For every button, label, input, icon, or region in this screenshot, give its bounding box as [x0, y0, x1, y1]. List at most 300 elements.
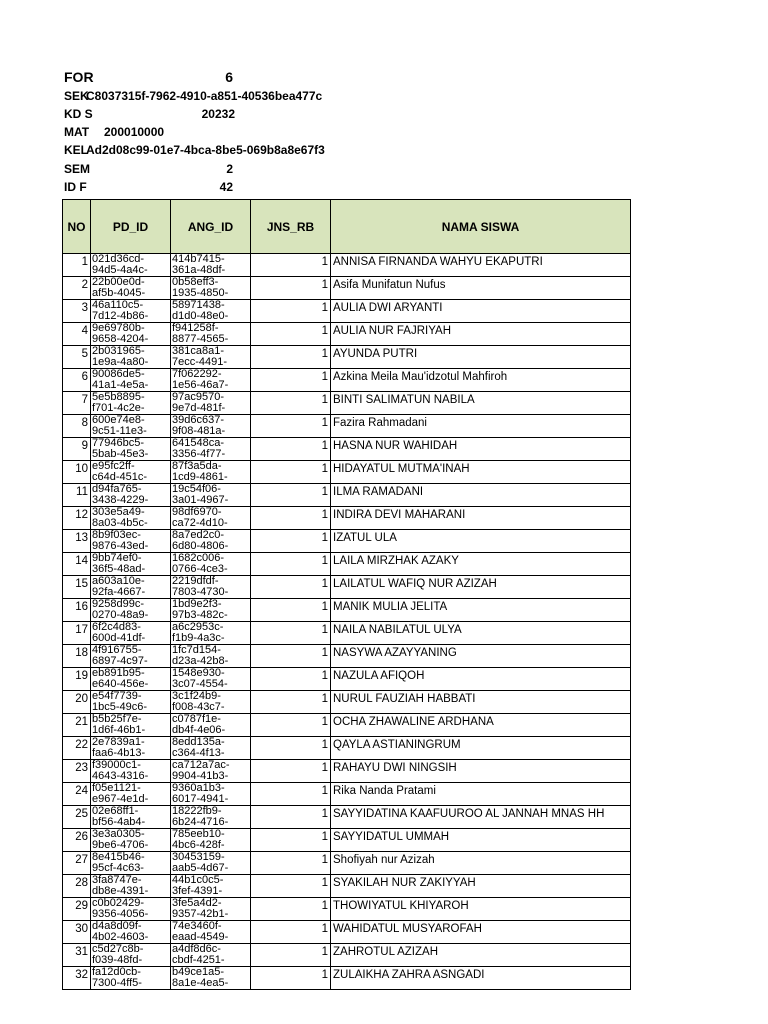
jns-rb-text: 1 [321, 302, 328, 314]
ang-id-text: db4f-4e06- [172, 724, 226, 736]
nama-siswa-text: Rika Nanda Pratami [333, 785, 436, 797]
pd-id-text: 4f916755- [92, 644, 142, 656]
pd-id-text: 9c51-11e3- [92, 425, 147, 437]
row-no [63, 346, 91, 369]
row-pd-id [91, 921, 171, 944]
jns-rb-text: 1 [321, 463, 328, 475]
table-row [63, 484, 631, 507]
ang-id-text: 381ca8a1- [172, 345, 224, 357]
row-no-text: 22 [75, 739, 88, 751]
row-jns-rb [251, 829, 331, 852]
pd-id-text: 3fa8747e- [92, 874, 142, 886]
row-no-text: 8 [81, 417, 88, 429]
ang-id-text: 8a1e-4ea5- [172, 977, 229, 989]
row-nama-siswa [331, 300, 631, 323]
row-ang-id [171, 553, 251, 576]
pd-id-text: e967-4e1d- [92, 793, 149, 805]
jns-rb-text: 1 [321, 601, 328, 613]
row-ang-id [171, 576, 251, 599]
pd-id-text: 6f2c4d83- [92, 621, 141, 633]
row-jns-rb [251, 254, 331, 277]
jns-rb-text: 1 [321, 394, 328, 406]
row-no-text: 4 [81, 325, 88, 337]
pd-id-text: faa6-4b13- [92, 747, 146, 759]
row-jns-rb [251, 852, 331, 875]
jns-rb-text: 1 [321, 670, 328, 682]
pd-id-text: 02e68ff1- [92, 805, 139, 817]
pd-id-text: bf56-4ab4- [92, 816, 146, 828]
student-table [62, 199, 631, 990]
table-row [63, 438, 631, 461]
row-jns-rb [251, 392, 331, 415]
nama-siswa-text: RAHAYU DWI NINGSIH [333, 762, 457, 774]
row-pd-id [91, 530, 171, 553]
row-nama-siswa [331, 484, 631, 507]
mat-value: 200010000 [104, 125, 165, 139]
row-nama-siswa [331, 668, 631, 691]
row-jns-rb [251, 806, 331, 829]
table-row [63, 737, 631, 760]
row-pd-id [91, 967, 171, 990]
ang-id-text: 8edd135a- [172, 736, 225, 748]
ang-id-text: 1bd9e2f3- [172, 598, 222, 610]
jns-rb-text: 1 [321, 440, 328, 452]
header-ang-id: ANG_ID [171, 200, 251, 254]
row-ang-id [171, 438, 251, 461]
row-no [63, 553, 91, 576]
ang-id-text: 641548ca- [172, 437, 224, 449]
row-nama-siswa [331, 599, 631, 622]
row-no [63, 944, 91, 967]
nama-siswa-text: AULIA NUR FAJRIYAH [333, 325, 452, 337]
table-row [63, 668, 631, 691]
ang-id-text: 9360a1b3- [172, 782, 225, 794]
ang-id-text: d1d0-48e0- [172, 310, 229, 322]
row-nama-siswa [331, 553, 631, 576]
row-pd-id [91, 760, 171, 783]
row-nama-siswa [331, 507, 631, 530]
row-ang-id [171, 530, 251, 553]
row-no-text: 7 [81, 394, 88, 406]
row-pd-id [91, 300, 171, 323]
jns-rb-text: 1 [321, 969, 328, 981]
row-no [63, 392, 91, 415]
pd-id-text: c0b02429- [92, 897, 144, 909]
row-ang-id [171, 323, 251, 346]
row-nama-siswa [331, 714, 631, 737]
table-row [63, 254, 631, 277]
row-nama-siswa [331, 737, 631, 760]
sekolah-row [64, 88, 322, 104]
row-pd-id [91, 599, 171, 622]
row-ang-id [171, 461, 251, 484]
ang-id-text: b49ce1a5- [172, 966, 224, 978]
row-jns-rb [251, 898, 331, 921]
jns-rb-text: 1 [321, 693, 328, 705]
table-row [63, 806, 631, 829]
jns-rb-text: 1 [321, 256, 328, 268]
row-no-text: 12 [75, 509, 88, 521]
row-jns-rb [251, 622, 331, 645]
row-no [63, 254, 91, 277]
row-jns-rb [251, 783, 331, 806]
row-no-text: 29 [75, 900, 88, 912]
pd-id-text: af5b-4045- [92, 287, 146, 299]
row-jns-rb [251, 461, 331, 484]
table-row [63, 645, 631, 668]
row-no [63, 668, 91, 691]
pd-id-text: 9658-4204- [92, 333, 149, 345]
row-no-text: 20 [75, 693, 88, 705]
row-no-text: 14 [75, 555, 88, 567]
pd-id-text: 8e415b46- [92, 851, 145, 863]
nama-siswa-text: NAILA NABILATUL ULYA [333, 624, 462, 636]
row-pd-id [91, 553, 171, 576]
ang-id-text: eaad-4549- [172, 931, 229, 943]
jns-rb-text: 1 [321, 624, 328, 636]
table-row [63, 622, 631, 645]
semester-value: 2 [226, 162, 233, 176]
jns-rb-text: 1 [321, 279, 328, 291]
ang-id-text: 7f062292- [172, 368, 222, 380]
pd-id-text: 9be6-4706- [92, 839, 149, 851]
ang-id-text: f1b9-4a3c- [172, 632, 225, 644]
row-no-text: 13 [75, 532, 88, 544]
ang-id-text: 1682c006- [172, 552, 224, 564]
table-row [63, 875, 631, 898]
row-no-text: 32 [75, 969, 88, 981]
kelas-row [64, 142, 325, 158]
row-pd-id [91, 714, 171, 737]
row-no-text: 17 [75, 624, 88, 636]
row-no-text: 5 [81, 348, 88, 360]
jns-rb-text: 1 [321, 762, 328, 774]
row-nama-siswa [331, 277, 631, 300]
jns-rb-text: 1 [321, 348, 328, 360]
row-ang-id [171, 346, 251, 369]
row-nama-siswa [331, 967, 631, 990]
pd-id-text: f701-4c2e- [92, 402, 145, 414]
row-pd-id [91, 668, 171, 691]
row-nama-siswa [331, 645, 631, 668]
pd-id-text: 1d6f-46b1- [92, 724, 146, 736]
row-no [63, 760, 91, 783]
table-row [63, 599, 631, 622]
nama-siswa-text: THOWIYATUL KHIYAROH [333, 900, 469, 912]
row-no-text: 28 [75, 877, 88, 889]
row-jns-rb [251, 967, 331, 990]
row-no [63, 921, 91, 944]
pd-id-text: e54f7739- [92, 690, 142, 702]
row-ang-id [171, 921, 251, 944]
pd-id-text: 3e3a0305- [92, 828, 145, 840]
ang-id-text: 3c1f24b9- [172, 690, 221, 702]
nama-siswa-text: ZULAIKHA ZAHRA ASNGADI [333, 969, 485, 981]
pd-id-text: db8e-4391- [92, 885, 149, 897]
ang-id-text: 7803-4730- [172, 586, 229, 598]
row-ang-id [171, 645, 251, 668]
ang-id-text: 3356-4f77- [172, 448, 226, 460]
pd-id-text: a603a10e- [92, 575, 145, 587]
row-pd-id [91, 277, 171, 300]
row-pd-id [91, 346, 171, 369]
ang-id-text: f941258f- [172, 322, 219, 334]
row-no [63, 323, 91, 346]
jns-rb-text: 1 [321, 371, 328, 383]
pd-id-text: 7300-4ff5- [92, 977, 142, 989]
row-ang-id [171, 783, 251, 806]
row-no [63, 691, 91, 714]
ang-id-text: 1e56-46a7- [172, 379, 229, 391]
row-no-text: 27 [75, 854, 88, 866]
row-ang-id [171, 507, 251, 530]
row-pd-id [91, 783, 171, 806]
pd-id-text: 5bab-45e3- [92, 448, 149, 460]
ang-id-text: 785eeb10- [172, 828, 225, 840]
nama-siswa-text: ILMA RAMADANI [333, 486, 424, 498]
row-no-text: 9 [81, 440, 88, 452]
pd-id-text: 5e5b8895- [92, 391, 145, 403]
row-nama-siswa [331, 438, 631, 461]
row-nama-siswa [331, 576, 631, 599]
header-nama-siswa: NAMA SISWA [331, 200, 631, 254]
row-jns-rb [251, 530, 331, 553]
nama-siswa-text: Shofiyah nur Azizah [333, 854, 435, 866]
row-no-text: 16 [75, 601, 88, 613]
row-nama-siswa [331, 530, 631, 553]
row-jns-rb [251, 300, 331, 323]
pd-id-text: 41a1-4e5a- [92, 379, 149, 391]
row-no [63, 415, 91, 438]
ang-id-text: 1935-4850- [172, 287, 229, 299]
nama-siswa-text: INDIRA DEVI MAHARANI [333, 509, 466, 521]
ang-id-text: 414b7415- [172, 253, 225, 265]
row-no [63, 829, 91, 852]
row-jns-rb [251, 576, 331, 599]
header-jns-rb: JNS_RB [251, 200, 331, 254]
pd-id-text: 9bb74ef0- [92, 552, 142, 564]
pd-id-text: 1bc5-49c6- [92, 701, 148, 713]
table-row [63, 898, 631, 921]
row-no-text: 11 [76, 486, 88, 498]
row-ang-id [171, 254, 251, 277]
ang-id-text: 7ecc-4491- [172, 356, 228, 368]
ang-id-text: d23a-42b8- [172, 655, 229, 667]
row-jns-rb [251, 944, 331, 967]
pd-id-text: 22b00e0d- [92, 276, 145, 288]
row-no-text: 18 [75, 647, 88, 659]
pd-id-text: 36f5-48ad- [92, 563, 146, 575]
ang-id-text: 0b58eff3- [172, 276, 219, 288]
nama-siswa-text: Fazira Rahmadani [333, 417, 427, 429]
nama-siswa-text: NURUL FAUZIAH HABBATI [333, 693, 476, 705]
table-row [63, 461, 631, 484]
row-no [63, 461, 91, 484]
row-no-text: 30 [75, 923, 88, 935]
row-no-text: 10 [75, 463, 88, 475]
ang-id-text: 6d80-4806- [172, 540, 229, 552]
pd-id-text: f05e1121- [92, 782, 141, 794]
jns-rb-text: 1 [321, 854, 328, 866]
row-nama-siswa [331, 829, 631, 852]
table-row [63, 346, 631, 369]
row-ang-id [171, 944, 251, 967]
row-pd-id [91, 806, 171, 829]
sekolah-label: SEK [64, 89, 89, 103]
row-no-text: 23 [75, 762, 88, 774]
header-pd-id: PD_ID [91, 200, 171, 254]
jns-rb-text: 1 [321, 900, 328, 912]
row-nama-siswa [331, 921, 631, 944]
jns-rb-text: 1 [321, 716, 328, 728]
pd-id-text: 9876-43ed- [92, 540, 149, 552]
nama-siswa-text: NAZULA AFIQOH [333, 670, 425, 682]
row-no-text: 31 [75, 946, 88, 958]
row-no [63, 576, 91, 599]
row-no [63, 806, 91, 829]
ang-id-text: 3a01-4967- [172, 494, 229, 506]
jns-rb-text: 1 [321, 946, 328, 958]
row-pd-id [91, 576, 171, 599]
row-no-text: 15 [75, 578, 88, 590]
table-row [63, 760, 631, 783]
row-pd-id [91, 898, 171, 921]
pd-id-text: 9e69780b- [92, 322, 145, 334]
row-ang-id [171, 415, 251, 438]
pd-id-text: 8b9f03ec- [92, 529, 141, 541]
table-row [63, 392, 631, 415]
row-no [63, 852, 91, 875]
row-jns-rb [251, 645, 331, 668]
pd-id-text: 92fa-4667- [92, 586, 146, 598]
pd-id-text: 90086de5- [92, 368, 145, 380]
ang-id-text: 19c54f06- [172, 483, 221, 495]
row-pd-id [91, 852, 171, 875]
row-no [63, 875, 91, 898]
row-nama-siswa [331, 898, 631, 921]
row-jns-rb [251, 507, 331, 530]
ang-id-text: 9f08-481a- [172, 425, 226, 437]
row-ang-id [171, 691, 251, 714]
ang-id-text: a4df8d6c- [172, 943, 221, 955]
pd-id-text: c64d-451c- [92, 471, 148, 483]
row-nama-siswa [331, 852, 631, 875]
nama-siswa-text: SYAKILAH NUR ZAKIYYAH [333, 877, 476, 889]
kd-value: 20232 [201, 107, 235, 121]
table-row [63, 783, 631, 806]
ang-id-text: 8a7ed2c0- [172, 529, 224, 541]
mat-label: MAT [64, 125, 90, 139]
nama-siswa-text: LAILATUL WAFIQ NUR AZIZAH [333, 578, 497, 590]
ang-id-text: 6b24-4716- [172, 816, 229, 828]
nama-siswa-text: SAYYIDATINA KAAFUUROO AL JANNAH MNAS HH [333, 808, 605, 820]
row-no-text: 24 [75, 785, 88, 797]
ang-id-text: 9357-42b1- [172, 908, 229, 920]
row-jns-rb [251, 760, 331, 783]
row-ang-id [171, 714, 251, 737]
pd-id-text: 8a03-4b5c- [92, 517, 148, 529]
row-pd-id [91, 691, 171, 714]
form-value: 6 [225, 69, 233, 85]
pd-id-text: 4643-4316- [92, 770, 149, 782]
row-no [63, 484, 91, 507]
ang-id-text: c364-4f13- [172, 747, 225, 759]
ang-id-text: 1cd9-4861- [172, 471, 228, 483]
ang-id-text: 44b1c0c5- [172, 874, 224, 886]
row-jns-rb [251, 875, 331, 898]
row-pd-id [91, 622, 171, 645]
row-no [63, 530, 91, 553]
ang-id-text: 97b3-482c- [172, 609, 228, 621]
row-ang-id [171, 369, 251, 392]
row-nama-siswa [331, 415, 631, 438]
row-no [63, 599, 91, 622]
ang-id-text: cbdf-4251- [172, 954, 225, 966]
ang-id-text: 18222fb9- [172, 805, 222, 817]
row-ang-id [171, 484, 251, 507]
pd-id-text: 46a110c5- [92, 299, 144, 311]
table-body [63, 254, 631, 990]
pd-id-text: f039-48fd- [92, 954, 143, 966]
row-nama-siswa [331, 323, 631, 346]
nama-siswa-text: Asifa Munifatun Nufus [333, 279, 446, 291]
ang-id-text: 3fe5a4d2- [172, 897, 222, 909]
jns-rb-text: 1 [321, 923, 328, 935]
row-ang-id [171, 898, 251, 921]
row-nama-siswa [331, 875, 631, 898]
table-row [63, 415, 631, 438]
ang-id-text: 1548e930- [172, 667, 225, 679]
row-jns-rb [251, 599, 331, 622]
semester-label: SEM [64, 162, 91, 176]
row-no [63, 277, 91, 300]
pd-id-text: 021d36cd- [92, 253, 144, 265]
nama-siswa-text: OCHA ZHAWALINE ARDHANA [333, 716, 494, 728]
ang-id-text: 9904-41b3- [172, 770, 229, 782]
ang-id-text: a6c2953c- [172, 621, 224, 633]
table-row [63, 944, 631, 967]
row-no [63, 438, 91, 461]
row-nama-siswa [331, 760, 631, 783]
row-no-text: 19 [75, 670, 88, 682]
pd-id-text: 9356-4056- [92, 908, 149, 920]
form-label: FOR [64, 69, 94, 85]
pd-id-text: 600e74e8- [92, 414, 145, 426]
nama-siswa-text: HIDAYATUL MUTMA'INAH [333, 463, 470, 475]
table-row [63, 530, 631, 553]
pd-id-text: b5b25f7e- [92, 713, 142, 725]
nama-siswa-text: IZATUL ULA [333, 532, 397, 544]
pd-id-text: 77946bc5- [92, 437, 144, 449]
pd-id-text: 2b031965- [92, 345, 145, 357]
ang-id-text: 361a-48df- [172, 264, 226, 276]
jns-rb-text: 1 [321, 509, 328, 521]
pd-id-text: 1e9a-4a80- [92, 356, 149, 368]
nama-siswa-text: NASYWA AZAYYANING [333, 647, 457, 659]
table-row [63, 576, 631, 599]
kelas-value: Ad2d08c99-01e7-4bca-8be5-069b8a8e67f3 [86, 143, 325, 157]
pd-id-text: 95cf-4c63- [92, 862, 144, 874]
row-no [63, 300, 91, 323]
row-jns-rb [251, 415, 331, 438]
row-no [63, 898, 91, 921]
table-row [63, 507, 631, 530]
nama-siswa-text: ANNISA FIRNANDA WAHYU EKAPUTRI [333, 256, 543, 268]
row-pd-id [91, 645, 171, 668]
ang-id-text: 87f3a5da- [172, 460, 222, 472]
pd-id-text: fa12d0cb- [92, 966, 141, 978]
sekolah-value: C8037315f-7962-4910-a851-40536bea477c [86, 89, 323, 103]
